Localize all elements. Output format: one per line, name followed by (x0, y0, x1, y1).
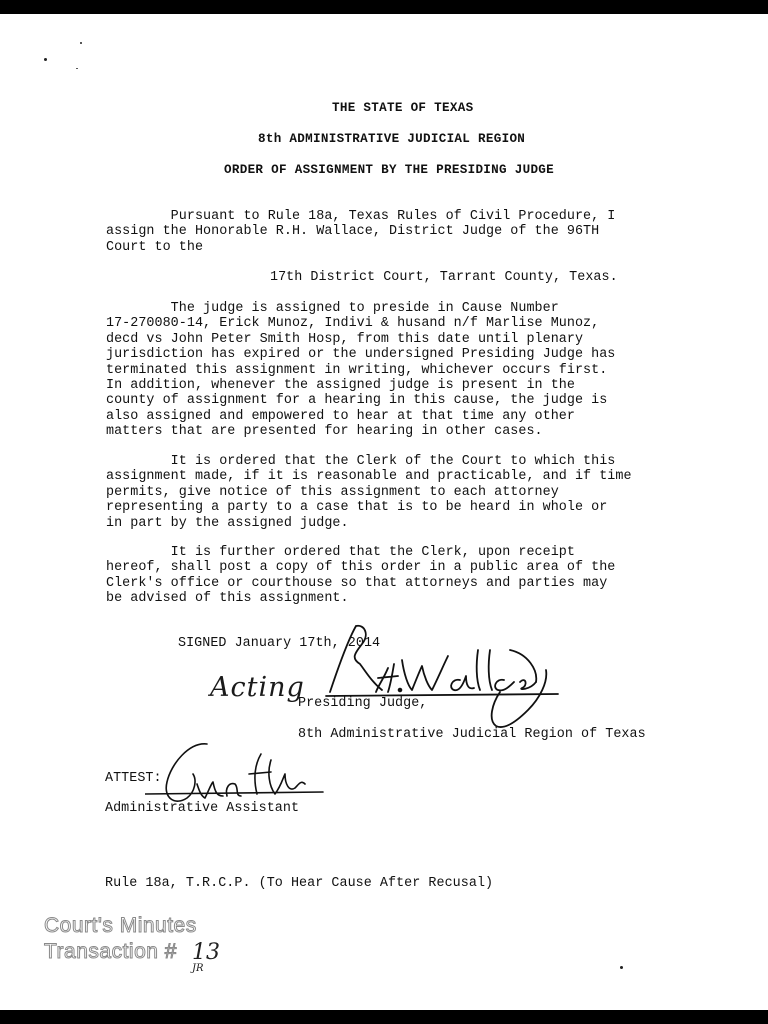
header-state: THE STATE OF TEXAS (332, 101, 474, 115)
scan-speck (76, 68, 78, 69)
text-line: representing a party to a case that is to be heard in whole or (106, 500, 608, 516)
court-line: 17th District Court, Tarrant County, Texas. (270, 270, 618, 285)
paragraph-assignment (106, 301, 615, 440)
admin-assistant-title: Administrative Assistant (105, 801, 300, 816)
region-line: 8th Administrative Judicial Region of Texas (298, 727, 646, 742)
paragraph-clerk-notice (106, 454, 632, 531)
text-line: Pursuant to Rule 18a, Texas Rules of Civil Procedure, I (106, 209, 616, 224)
text-line: county of assignment for a hearing in this cause, the judge is (106, 393, 608, 409)
text-line: In addition, whenever the assigned judge is present in the (106, 378, 575, 394)
paragraph-clerk-post (106, 545, 615, 607)
footer-rule: Rule 18a, T.R.C.P. (To Hear Cause After Recusal) (105, 876, 494, 891)
text-line: assign the Honorable R.H. Wallace, District Judge of the 96TH (106, 224, 600, 240)
court-minutes-stamp: Court's Minutes (44, 914, 197, 937)
bottom-black-border (0, 1010, 768, 1024)
text-line: jurisdiction has expired or the undersigned Presiding Judge has (106, 347, 616, 363)
judge-signature (290, 620, 580, 740)
scan-speck (620, 966, 623, 969)
text-line: It is ordered that the Clerk of the Court to which this (106, 454, 616, 469)
paragraph-pursuant (106, 209, 615, 255)
text-line: Clerk's office or courthouse so that attorneys and parties may (106, 575, 608, 591)
scan-speck (80, 42, 82, 44)
text-line: It is further ordered that the Clerk, upon receipt (106, 545, 575, 560)
transaction-number: 13 (192, 940, 220, 965)
attest-label: ATTEST: (105, 771, 162, 786)
text-line: assignment made, if it is reasonable and practicable, and if time (106, 469, 632, 485)
signed-date: SIGNED January 17th, 2014 (178, 636, 381, 651)
handwritten-acting: Acting (210, 672, 305, 703)
top-black-border (0, 0, 768, 14)
text-line: in part by the assigned judge. (106, 515, 349, 531)
text-line: hereof, shall post a copy of this order in a public area of the (106, 560, 616, 576)
text-line: also assigned and empowered to hear at that time any other (106, 408, 575, 424)
text-line: The judge is assigned to preside in Cause Number (106, 301, 559, 316)
stamp-initials: JR (192, 963, 204, 974)
text-line: decd vs John Peter Smith Hosp, from this date until plenary (106, 331, 584, 347)
text-line: terminated this assignment in writing, whichever occurs first. (106, 362, 608, 378)
header-region: 8th ADMINISTRATIVE JUDICIAL REGION (258, 132, 526, 146)
presiding-judge-title: Presiding Judge, (298, 696, 428, 711)
text-line: permits, give notice of this assignment to each attorney (106, 484, 559, 500)
text-line: Court to the (106, 239, 204, 255)
transaction-stamp: Transaction # (44, 940, 177, 963)
text-line: 17-270080-14, Erick Munoz, Indivi & husand n/f Marlise Munoz, (106, 316, 600, 332)
attest-signature (145, 738, 325, 808)
scan-speck (44, 58, 47, 61)
header-order-title: ORDER OF ASSIGNMENT BY THE PRESIDING JUDGE (224, 163, 555, 177)
text-line: be advised of this assignment. (106, 591, 349, 607)
text-line: matters that are presented for hearing in other cases. (106, 424, 543, 440)
